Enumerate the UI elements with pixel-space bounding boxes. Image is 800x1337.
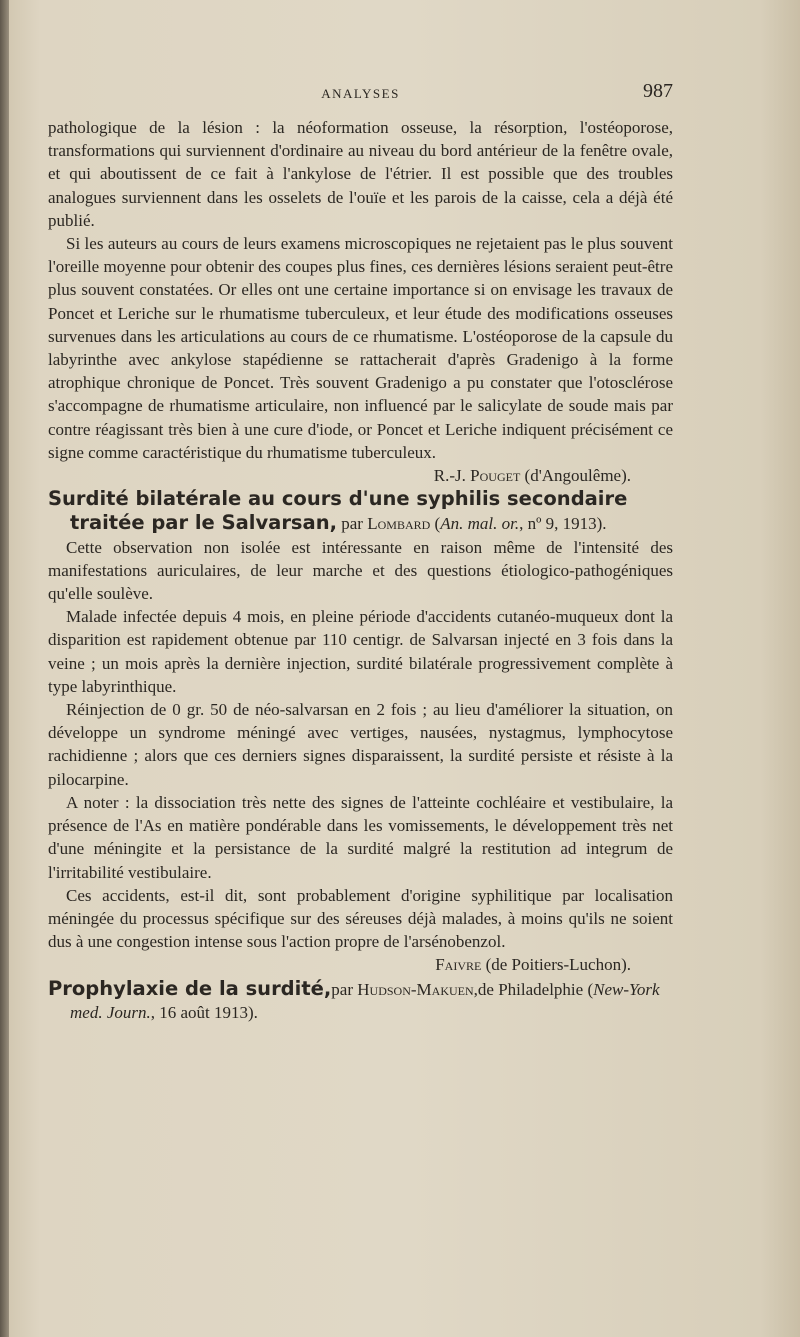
article-by: par (337, 514, 368, 534)
article-author: Hudson-Makuen (357, 979, 474, 999)
article-title: Prophylaxie de la surdité, (48, 976, 332, 1000)
article-author-place: ,de Philadelphie (473, 979, 584, 999)
article-source: New-York med. Journ. (70, 979, 660, 1022)
author-signature (48, 464, 673, 487)
article-heading (48, 487, 673, 535)
page-number: 987 (643, 80, 673, 102)
paragraph: Ces accidents, est-il dit, sont probablement d'origine syphilitique par localisation méningée du processus spécifique sur des séreuses déjà malades, à moins qu'ils ne soient dus à une congestion intense sous l'action propre de l'arsénobenzol. (48, 885, 673, 952)
paragraph: A noter : la dissociation très nette des signes de l'atteinte cochléaire et vestibulaire, la présence de l'As en matière pondérable dans les vomissements, le développement très net d'une méningite et la persistance de la surdité malgré la restitution ad integrum de l'irritabilité vestibulaire. (48, 792, 673, 882)
paragraph: Malade infectée depuis 4 mois, en pleine période d'accidents cutanéo-muqueux dont la disparition est rapidement obtenue par 110 centigr. de Salvarsan injecté en 3 fois dans la veine ; un mois après la dernière injection, surdité bilatérale progressivement complète à type labyrinthique. (48, 607, 673, 696)
article-ref-open: ( (583, 979, 594, 999)
article-author: Lombard (367, 514, 431, 534)
signature-place: (d'Angoulême). (520, 466, 631, 486)
paragraph: Réinjection de 0 gr. 50 de néo-salvarsan en 2 fois ; au lieu d'améliorer la situation, on développe un syndrome méningé avec vertiges, nausées, nystagmus, lymphocytose rachidienne ; alors que ces derniers signes disparaissent, la surdité persiste et résiste à la pilocarpine. (48, 700, 673, 789)
signature-place: (de Poitiers-Luchon). (481, 955, 631, 975)
article-ref-details: , 16 août 1913). (150, 1002, 258, 1022)
article-heading (48, 977, 673, 1024)
signature-initials: R.-J. (433, 466, 471, 486)
signature-name: Pouget (470, 466, 521, 486)
paragraph: Cette observation non isolée est intéressante en raison même de l'intensité des manifestations auriculaires, de leur marche et des questions étiologico-pathogéniques qu'elle soulève. (48, 537, 673, 604)
page-gutter-shadow (0, 0, 9, 1337)
journal-page (48, 80, 673, 1024)
article-by: par (331, 979, 358, 999)
article-title: Surdité bilatérale au cours d'une syphilis secondaire traitée par le Salvarsan, (48, 487, 628, 535)
article-ref-details: , nº 9, 1913). (519, 514, 607, 534)
author-signature (48, 953, 673, 976)
continuation-paragraph: pathologique de la lésion : la néoformation osseuse, la résorption, l'ostéoporose, transformations qui surviennent d'ordinaire au niveau du bord antérieur de la fenêtre ovale, et qui aboutissent de ce fait à l'ankylose de l'étrier. Il est possible que des troubles analogues surviennent dans les osselets de l'ouïe et les parois de la caisse, cela a déjà été publié. (48, 118, 673, 230)
running-title: ANALYSES (321, 86, 400, 101)
signature-name: Faivre (435, 955, 482, 975)
paragraph: Si les auteurs au cours de leurs examens microscopiques ne rejetaient pas le plus souvent l'oreille moyenne pour obtenir des coupes plus fines, ces dernières lésions seraient peut-être plus souvent constatées. Or elles ont une certaine importance si on envisage les travaux de Poncet et Leriche sur le rhumatisme tuberculeux, et leur étude des modifications osseuses survenues dans les articulations au cours de ce rhumatisme. L'ostéoporose de la capsule du labyrinthe avec ankylose stapédienne se rattacherait d'après Gradenigo à la forme atrophique chronique de Poncet. Très souvent Gradenigo a pu constater que l'otosclérose s'accompagne de rhumatisme articulaire, non influencé par le salicylate de soude mais par contre réagissant très bien à une cure d'iode, or Poncet et Leriche indiquent précisément ce signe comme caractéristique du rhumatisme tuberculeux. (48, 234, 673, 462)
article-source: An. mal. or. (440, 514, 520, 534)
body-text (48, 116, 673, 1024)
article-ref-open: ( (430, 514, 441, 534)
running-header (48, 80, 673, 112)
